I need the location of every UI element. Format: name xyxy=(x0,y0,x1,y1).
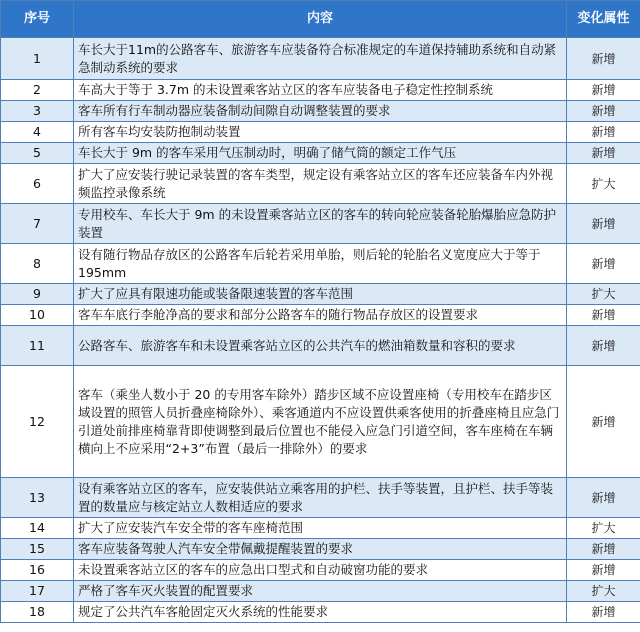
table-row xyxy=(1,122,640,143)
row-index: 12 xyxy=(1,366,74,478)
table-header-row xyxy=(1,1,640,38)
table-row xyxy=(1,284,640,305)
row-content: 客车（乘坐人数小于 20 的专用客车除外）踏步区域不应设置座椅（专用校车在踏步区域设置的照管人员折叠座椅除外）、乘客通道内不应设置供乘客使用的折叠座椅且应急门引道处前排座椅靠背即使调整到最后位置也不能侵入应急门引道空间，客车座椅在车辆横向上不应采用“2+3”布置（最后一排除外）的要求 xyxy=(74,366,567,478)
row-change-type: 新增 xyxy=(567,244,640,284)
table-row xyxy=(1,518,640,539)
row-index: 7 xyxy=(1,204,74,244)
row-content: 扩大了应安装行驶记录装置的客车类型，规定设有乘客站立区的客车还应装备车内外视频监控录像系统 xyxy=(74,164,567,204)
row-content: 设有乘客站立区的客车，应安装供站立乘客用的护栏、扶手等装置，且护栏、扶手等装置的数量应与核定站立人数相适应的要求 xyxy=(74,478,567,518)
table-row xyxy=(1,560,640,581)
table-row xyxy=(1,581,640,602)
row-content: 客车车底行李舱净高的要求和部分公路客车的随行物品存放区的设置要求 xyxy=(74,305,567,326)
row-content: 规定了公共汽车客舱固定灭火系统的性能要求 xyxy=(74,602,567,623)
row-content: 客车应装备驾驶人汽车安全带佩戴提醒装置的要求 xyxy=(74,539,567,560)
table-row xyxy=(1,164,640,204)
row-change-type: 新增 xyxy=(567,366,640,478)
row-change-type: 新增 xyxy=(567,305,640,326)
row-change-type: 新增 xyxy=(567,38,640,80)
row-index: 16 xyxy=(1,560,74,581)
table-row xyxy=(1,305,640,326)
table-row xyxy=(1,204,640,244)
row-content: 扩大了应安装汽车安全带的客车座椅范围 xyxy=(74,518,567,539)
table-row xyxy=(1,602,640,623)
row-change-type: 扩大 xyxy=(567,164,640,204)
row-content: 设有随行物品存放区的公路客车后轮若采用单胎，则后轮的轮胎名义宽度应大于等于195mm xyxy=(74,244,567,284)
row-change-type: 新增 xyxy=(567,80,640,101)
row-change-type: 新增 xyxy=(567,602,640,623)
row-change-type: 扩大 xyxy=(567,284,640,305)
table-row xyxy=(1,143,640,164)
row-content: 扩大了应具有限速功能或装备限速装置的客车范围 xyxy=(74,284,567,305)
row-index: 2 xyxy=(1,80,74,101)
row-index: 9 xyxy=(1,284,74,305)
row-change-type: 新增 xyxy=(567,143,640,164)
row-index: 8 xyxy=(1,244,74,284)
row-change-type: 新增 xyxy=(567,204,640,244)
row-change-type: 新增 xyxy=(567,560,640,581)
table-row xyxy=(1,38,640,80)
row-index: 15 xyxy=(1,539,74,560)
row-change-type: 新增 xyxy=(567,478,640,518)
row-index: 4 xyxy=(1,122,74,143)
row-change-type: 新增 xyxy=(567,326,640,366)
row-content: 未设置乘客站立区的客车的应急出口型式和自动破窗功能的要求 xyxy=(74,560,567,581)
row-change-type: 新增 xyxy=(567,122,640,143)
header-content: 内容 xyxy=(74,1,567,38)
row-index: 11 xyxy=(1,326,74,366)
row-index: 6 xyxy=(1,164,74,204)
row-content: 严格了客车灭火装置的配置要求 xyxy=(74,581,567,602)
row-index: 5 xyxy=(1,143,74,164)
header-change-type: 变化属性 xyxy=(567,1,640,38)
row-index: 17 xyxy=(1,581,74,602)
table-row xyxy=(1,244,640,284)
table-row xyxy=(1,539,640,560)
row-index: 18 xyxy=(1,602,74,623)
row-content: 车高大于等于 3.7m 的未设置乘客站立区的客车应装备电子稳定性控制系统 xyxy=(74,80,567,101)
row-index: 3 xyxy=(1,101,74,122)
row-change-type: 新增 xyxy=(567,101,640,122)
row-index: 10 xyxy=(1,305,74,326)
table-row xyxy=(1,80,640,101)
table-row xyxy=(1,366,640,478)
row-content: 所有客车均安装防抱制动装置 xyxy=(74,122,567,143)
row-index: 1 xyxy=(1,38,74,80)
table-row xyxy=(1,478,640,518)
row-content: 车长大于 9m 的客车采用气压制动时，明确了储气筒的额定工作气压 xyxy=(74,143,567,164)
table-row xyxy=(1,101,640,122)
row-change-type: 扩大 xyxy=(567,581,640,602)
header-index: 序号 xyxy=(1,1,74,38)
row-change-type: 扩大 xyxy=(567,518,640,539)
row-content: 车长大于11m的公路客车、旅游客车应装备符合标准规定的车道保持辅助系统和自动紧急制动系统的要求 xyxy=(74,38,567,80)
row-content: 公路客车、旅游客车和未设置乘客站立区的公共汽车的燃油箱数量和容积的要求 xyxy=(74,326,567,366)
table-row xyxy=(1,326,640,366)
row-content: 专用校车、车长大于 9m 的未设置乘客站立区的客车的转向轮应装备轮胎爆胎应急防护装置 xyxy=(74,204,567,244)
row-index: 13 xyxy=(1,478,74,518)
row-content: 客车所有行车制动器应装备制动间隙自动调整装置的要求 xyxy=(74,101,567,122)
row-index: 14 xyxy=(1,518,74,539)
row-change-type: 新增 xyxy=(567,539,640,560)
